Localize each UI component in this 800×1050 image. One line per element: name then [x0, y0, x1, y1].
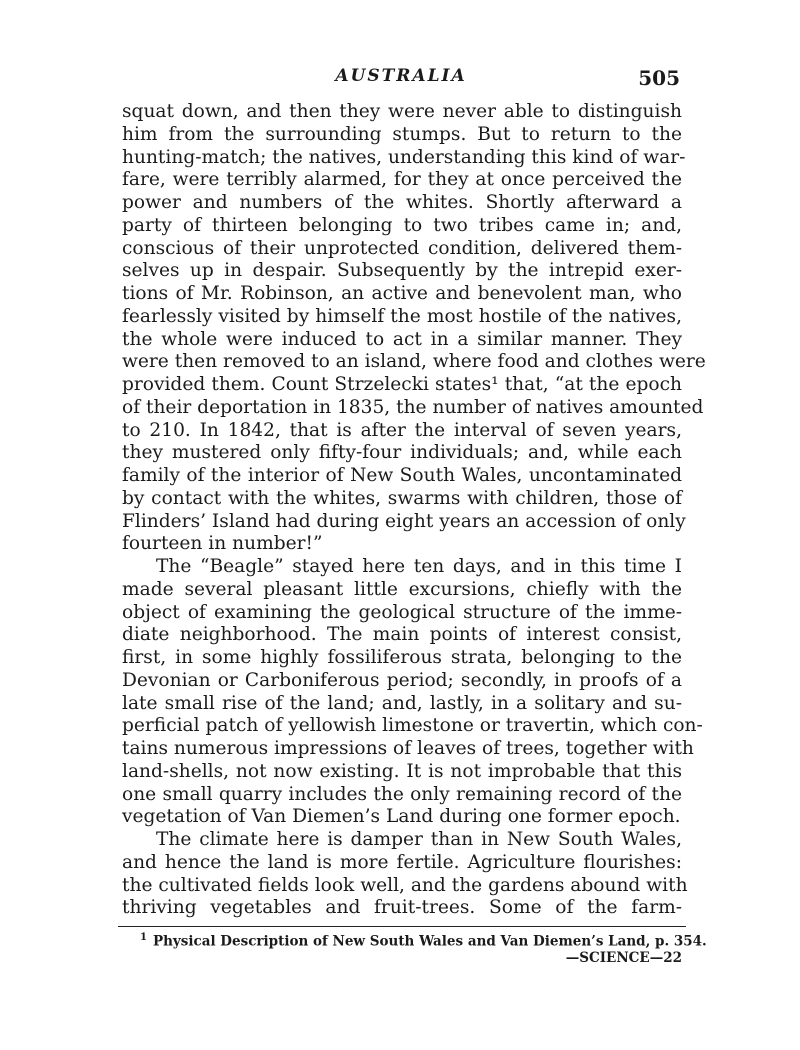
running-title: AUSTRALIA: [335, 66, 467, 86]
text-line: to 210. In 1842, that is after the interval of seven years,: [122, 419, 682, 441]
text-line: land-shells, not now existing. It is not improbable that this: [122, 760, 682, 782]
text-line: tions of Mr. Robinson, an active and benevolent man, who: [122, 283, 682, 304]
text-line: made several pleasant little excursions, chiefly with the: [122, 578, 682, 600]
text-line: conscious of their unprotected condition, delivered them-: [122, 237, 682, 259]
paragraph-start-line: The climate here is damper than in New South Wales,: [156, 829, 682, 850]
text-line: the cultivated fields look well, and the gardens abound with: [122, 874, 688, 896]
text-line: late small rise of the land; and, lastly, in a solitary and su-: [122, 692, 682, 714]
page-number: 505: [638, 66, 680, 90]
text-line: thriving vegetables and fruit-trees. Some of the farm-: [122, 897, 682, 919]
footnote-text: Physical Description of New South Wales and Van Diemen’s Land, p. 354.: [152, 933, 707, 950]
text-line: fourteen in number!”: [122, 533, 323, 555]
text-line: provided them. Count Strzelecki states¹ that, “at the epoch: [122, 374, 682, 395]
text-line: family of the interior of New South Wales, uncontaminated: [122, 465, 682, 486]
text-line: tains numerous impressions of leaves of trees, together with: [122, 738, 694, 759]
text-line: hunting-match; the natives, understanding this kind of war-: [122, 146, 686, 168]
text-line: vegetation of Van Diemen’s Land during one former epoch.: [122, 806, 681, 828]
body-text: [122, 101, 706, 920]
text-line: they mustered only fifty-four individuals; and, while each: [122, 442, 682, 464]
text-line: diate neighborhood. The main points of interest consist,: [122, 624, 682, 646]
footnote-divider: [118, 926, 686, 927]
text-line: first, in some highly fossiliferous strata, belonging to the: [122, 647, 682, 668]
text-line: squat down, and then they were never able to distinguish: [122, 101, 682, 122]
text-line: fare, were terribly alarmed, for they at once perceived the: [122, 169, 682, 191]
text-line: and hence the land is more fertile. Agriculture flourishes:: [122, 851, 682, 873]
text-line: object of examining the geological structure of the imme-: [122, 601, 682, 623]
text-line: Devonian or Carboniferous period; secondly, in proofs of a: [122, 669, 682, 691]
text-line: by contact with the whites, swarms with children, those of: [122, 487, 682, 509]
text-line: selves up in despair. Subsequently by the intrepid exer-: [122, 260, 682, 282]
text-line: Flinders’ Island had during eight years an accession of only: [122, 510, 686, 532]
printer-signature: —SCIENCE—22: [565, 950, 682, 966]
text-line: party of thirteen belonging to two tribes came in; and,: [122, 214, 682, 236]
text-line: power and numbers of the whites. Shortly afterward a: [122, 192, 682, 213]
footnote-marker: 1: [140, 932, 147, 943]
text-line: were then removed to an island, where food and clothes were: [122, 351, 706, 373]
text-line: one small quarry includes the only remaining record of the: [122, 783, 682, 805]
text-line: perficial patch of yellowish limestone or travertin, which con-: [122, 715, 703, 737]
text-line: him from the surrounding stumps. But to return to the: [122, 123, 682, 145]
text-line: of their deportation in 1835, the number of natives amounted: [122, 396, 704, 418]
paragraph-start-line: The “Beagle” stayed here ten days, and in this time I: [156, 556, 682, 577]
footnote: [140, 932, 707, 950]
text-line: the whole were induced to act in a similar manner. They: [122, 328, 682, 350]
page-header: [118, 66, 684, 94]
text-line: fearlessly visited by himself the most hostile of the natives,: [122, 305, 682, 327]
